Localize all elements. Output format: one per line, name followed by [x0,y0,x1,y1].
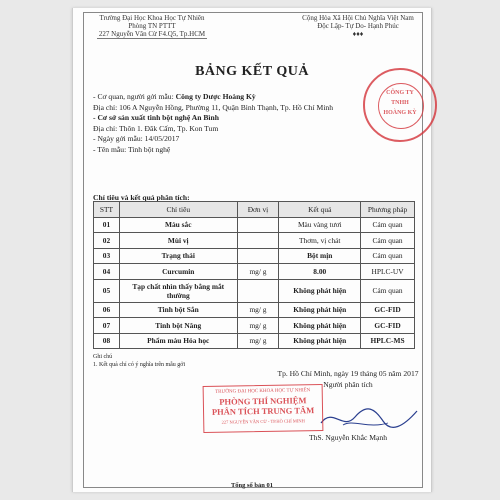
agency-address: Địa chỉ: 106 A Nguyễn Hồng, Phường 11, Quận Bình Thạnh, Tp. Hồ Chí Minh [93,102,334,112]
sign-place-date: Tp. Hồ Chí Minh, ngày 19 tháng 05 năm 2017 [277,369,419,378]
cell-unit: mg/ g [237,333,279,349]
seal-text-2: TNHH [391,100,409,106]
cell-method: GC-FID [361,318,415,334]
cell-result: 8.00 [279,264,361,280]
cell-stt: 02 [94,233,120,249]
cell-method: HPLC-MS [361,333,415,349]
stamp-rect-line-1: TRƯỜNG ĐẠI HỌC KHOA HỌC TỰ NHIÊN [215,388,311,395]
cell-criteria: Màu sắc [119,217,237,233]
cell-method: Cảm quan [361,248,415,264]
cell-unit: mg/ g [237,318,279,334]
cell-criteria: Tạp chất nhìn thấy bằng mắt thường [119,279,237,302]
date-sent: Ngày gởi mẫu: 14/05/2017 [97,134,180,144]
agency-value: Công ty Dược Hoàng Kỳ [175,92,256,101]
table-row [94,233,415,249]
cell-method: GC-FID [361,302,415,318]
copy-count-footer: Tổng số bản 01 [230,482,274,489]
cell-result: Thơm, vị chát [279,233,361,249]
table-row [94,217,415,233]
document-title: BẢNG KẾT QUẢ [195,64,309,79]
header-result: Kết quả [279,202,361,218]
cell-method: Cảm quan [361,279,415,302]
cell-unit [237,217,279,233]
sample-name: Tên mẫu: Tinh bột nghệ [97,144,171,154]
cell-unit [237,279,279,302]
header-left-divider [97,38,207,39]
signer-name: ThS. Nguyễn Khắc Mạnh [308,433,388,442]
facility-row: - Cơ sở sản xuất tinh bột nghệ An Bình [93,113,219,123]
header-unit: Đơn vị [237,202,279,218]
cell-unit [237,233,279,249]
cell-criteria: Curcumin [119,264,237,280]
results-table [93,201,415,349]
cell-stt: 06 [94,302,120,318]
lab-name: Phòng TN PTTT [128,22,176,30]
cell-stt: 05 [94,279,120,302]
note-item: 1. Kết quả chỉ có ý nghĩa trên mẫu gởi [93,362,186,368]
cell-unit [237,248,279,264]
cell-stt: 08 [94,333,120,349]
seal-text-3: HOÀNG KỲ [383,110,417,116]
country-name: Cộng Hòa Xã Hội Chủ Nghĩa Việt Nam [302,14,414,22]
cell-result: Không phát hiện [279,333,361,349]
cell-result: Không phát hiện [279,279,361,302]
cell-stt: 03 [94,248,120,264]
cell-result: Không phát hiện [279,302,361,318]
table-row [94,302,415,318]
cell-stt: 01 [94,217,120,233]
notes-title: Ghi chú [93,354,113,360]
cell-method: Cảm quan [361,217,415,233]
company-seal-stamp [363,68,437,142]
sign-role: Người phân tích [323,380,373,389]
table-row [94,248,415,264]
stamp-rect-line-2: PHÒNG THÍ NGHIỆM [219,395,307,407]
table-row [94,333,415,349]
stamp-rect-line-4: 227 NGUYỄN VĂN CỪ - TP.HỒ CHÍ MINH [221,418,305,425]
lab-rectangle-stamp [203,384,324,433]
table-row [94,264,415,280]
cell-stt: 07 [94,318,120,334]
cell-criteria: Tinh bột Năng [119,318,237,334]
sample-name-row: - Tên mẫu: Tinh bột nghệ [93,144,171,154]
motto: Độc Lập- Tự Do- Hạnh Phúc [317,22,399,30]
cell-result: Bột mịn [279,248,361,264]
table-row [94,279,415,302]
cell-unit: mg/ g [237,264,279,280]
agency-row: - Cơ quan, người gởi mẫu: Công ty Dược Hoàng Kỳ [93,92,256,101]
notes [93,353,185,369]
cell-criteria: Phẩm màu Hóa học [119,333,237,349]
table-header-row [94,202,415,218]
university-name: Trường Đại Học Khoa Học Tự Nhiên [99,14,205,22]
cell-criteria: Tinh bột Sắn [119,302,237,318]
header-criteria: Chỉ tiêu [119,202,237,218]
section-title: Chỉ tiêu và kết quả phân tích: [93,193,190,202]
cell-result: Không phát hiện [279,318,361,334]
handwritten-signature [313,403,423,433]
facility-address: Địa chỉ: Thôn 1. Đăk Cấm, Tp. Kon Tum [93,123,219,133]
date-sent-row: - Ngày gởi mẫu: 14/05/2017 [93,134,180,144]
header-method: Phương pháp [361,202,415,218]
motto-ornament: ♦♦♦ [352,30,364,38]
header-stt: STT [94,202,120,218]
facility-label: Cơ sở sản xuất tinh bột nghệ An Bình [97,113,219,123]
cell-method: Cảm quan [361,233,415,249]
header-right [293,14,423,38]
lab-address: 227 Nguyễn Văn Cừ F4.Q5, Tp.HCM [98,30,206,38]
table-row [94,318,415,334]
cell-result: Màu vàng tươi [279,217,361,233]
document-page [72,8,432,492]
seal-text-1: CÔNG TY [386,90,414,96]
cell-criteria: Mùi vị [119,233,237,249]
header-left [87,14,217,39]
cell-unit: mg/ g [237,302,279,318]
cell-criteria: Trạng thái [119,248,237,264]
stamp-rect-line-3: PHÂN TÍCH TRUNG TÂM [211,405,315,417]
cell-method: HPLC-UV [361,264,415,280]
cell-stt: 04 [94,264,120,280]
agency-label: Cơ quan, người gởi mẫu: [97,92,174,101]
